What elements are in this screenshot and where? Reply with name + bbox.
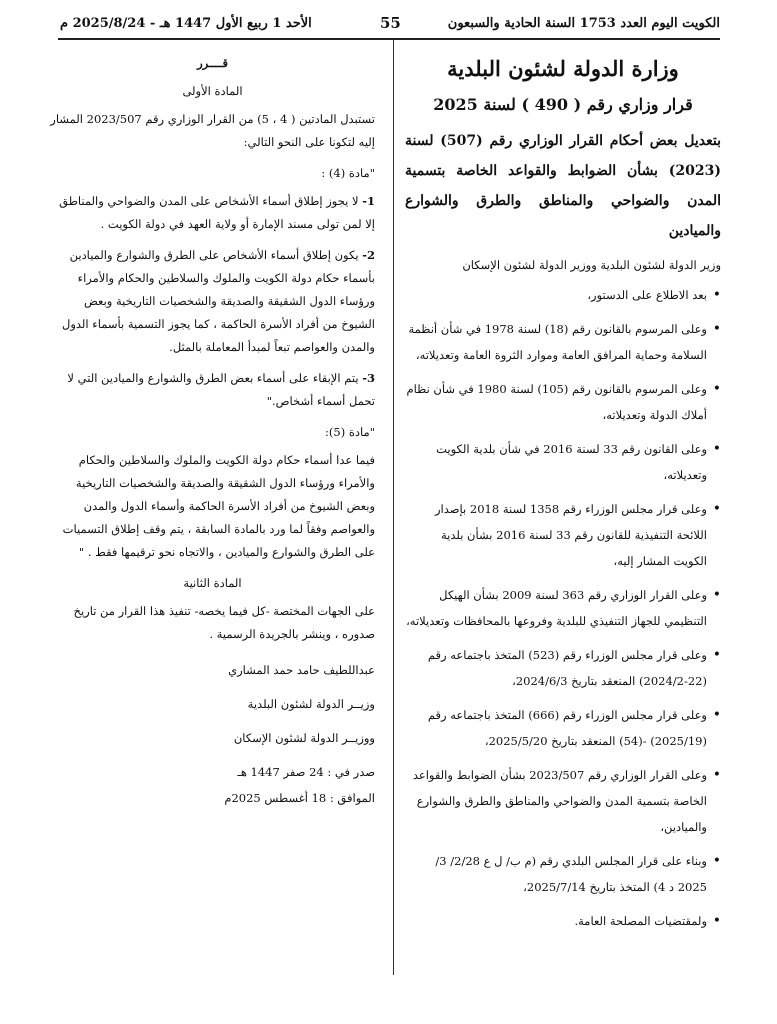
item-number: 1- <box>362 194 375 208</box>
preamble-item: • وعلى قرار مجلس الوزراء رقم (666) المتخذ باجتماعه رقم (2025/19) -(54) المنعقد بتاريخ 2025/5/20، <box>405 702 721 754</box>
article-4-item <box>50 190 375 236</box>
item-number: 3- <box>362 371 375 385</box>
header-rule <box>58 38 720 40</box>
article-5-text: فيما عدا أسماء حكام دولة الكويت والملوك والسلاطين والحكام والأمراء ورؤساء الدول الشقيقة والصديقة والشخصيات التاريخية وبعض الشيوخ من أفراد الأسرة الحاكمة وأسماء الدول والمدن والعواصم وفقاً لما ورد بالمادة السابقة ، يتم وقف إطلاق التسميات على الطرق والشوارع والميادين ، والاتجاه نحو ترقيمها فقط . " <box>62 453 375 559</box>
preamble-item: • وعلى القرار الوزاري رقم 2023/507 بشأن الضوابط والقواعد الخاصة بتسمية المدن والضواحي والمناطق والطرق والشوارع والميادين، <box>405 762 721 840</box>
preamble-item: • وعلى قرار مجلس الوزراء رقم 1358 لسنة 2018 بإصدار اللائحة التنفيذية للقانون رقم 33 لسنة 2016 بشأن بلدية الكويت المشار إليه، <box>405 496 721 574</box>
page-header <box>60 12 720 38</box>
preamble-item: • وعلى قرار مجلس الوزراء رقم (523) المتخذ باجتماعه رقم (22-2024/2) المنعقد بتاريخ 2024/6/3، <box>405 642 721 694</box>
article-2-heading: المادة الثانية <box>183 576 242 590</box>
preamble-item: • ولمقتضيات المصلحة العامة. <box>405 908 721 934</box>
article-1-intro: تستبدل المادتين ( 4 ، 5) من القرار الوزاري رقم 2023/507 المشار إليه لتكونا على النحو التالي: <box>50 112 375 149</box>
preamble-item: • وبناء على قرار المجلس البلدي رقم (م ب/ ل ع 2/28/ 3/ 2025 د 4) المتخذ بتاريخ 2025/7/14، <box>405 848 721 900</box>
ministry-title: وزارة الدولة لشئون البلدية <box>447 56 679 81</box>
article-4-item <box>50 244 375 359</box>
issued-date-gregorian: الموافق : 18 أغسطس 2025م <box>224 791 375 805</box>
article-5-label: "مادة (5): <box>325 425 375 439</box>
right-column <box>405 52 721 942</box>
item-number: 2- <box>362 248 375 262</box>
signatory-title-2: ووزيــر الدولة لشئون الإسكان <box>233 731 375 745</box>
preamble-item: • وعلى القانون رقم 33 لسنة 2016 في شأن بلدية الكويت وتعديلاته، <box>405 436 721 488</box>
issued-date-hijri: صدر في : 24 صفر 1447 هـ <box>237 765 375 779</box>
signatory-name: عبداللطيف حامد حمد المشاري <box>228 663 375 677</box>
signatory-title-1: وزيــر الدولة لشئون البلدية <box>247 697 375 711</box>
item-text: يكون إطلاق أسماء الأشخاص على الطرق والشوارع والميادين بأسماء حكام دولة الكويت والملوك والسلاطين والحكام والأمراء ورؤساء الدول الشقيقة والصديقة والشخصيات التاريخية وبعض الشيوخ من أفراد الأسرة الحاكمة ، كما يجوز التسمية بأسماء الدول والمدن والعواصم تبعاً لمبدأ المعاملة بالمثل. <box>61 248 375 354</box>
decision-title: قرار وزاري رقم ( 490 ) لسنة 2025 <box>433 95 693 114</box>
article-2-text: على الجهات المختصة -كل فيما يخصه- تنفيذ هذا القرار من تاريخ صدوره ، وينشر بالجريدة الرسمية . <box>73 604 375 641</box>
decision-subject: بتعديل بعض أحكام القرار الوزاري رقم (507) لسنة (2023) بشأن الضوابط والقواعد الخاصة بتسمية المدن والضواحي والمناطق والطرق والشوارع والميادين <box>405 133 722 239</box>
issuer-line: وزير الدولة لشئون البلدية ووزير الدولة لشئون الإسكان <box>462 258 721 272</box>
issue-date: الأحد 1 ربيع الأول 1447 هـ - 2025/8/24 م <box>60 16 312 31</box>
article-1-heading: المادة الأولى <box>182 84 243 98</box>
preamble-item: • وعلى المرسوم بالقانون رقم (105) لسنة 1980 في شأن نظام أملاك الدولة وتعديلاته، <box>405 376 721 428</box>
article-4-item <box>50 367 375 413</box>
preamble-list <box>405 282 721 934</box>
decides-heading: قــــرر <box>197 56 228 70</box>
preamble-item: • بعد الاطلاع على الدستور، <box>405 282 721 308</box>
page-number: 55 <box>380 14 401 32</box>
issue-info: الكويت اليوم العدد 1753 السنة الحادية والسبعون <box>447 16 720 31</box>
preamble-item: • وعلى المرسوم بالقانون رقم (18) لسنة 1978 في شأن أنظمة السلامة وحماية المرافق العامة وموارد الثروة العامة وتعديلاته، <box>405 316 721 368</box>
article-4-label: "مادة (4) : <box>321 166 375 180</box>
item-text: لا يجوز إطلاق أسماء الأشخاص على المدن والضواحي والمناطق إلا لمن تولى مسند الإمارة أو ولاية العهد في دولة الكويت . <box>59 194 375 231</box>
item-text: يتم الإبقاء على أسماء بعض الطرق والشوارع والميادين التي لا تحمل أسماء أشخاص." <box>67 371 375 408</box>
column-divider <box>393 40 394 975</box>
preamble-item: • وعلى القرار الوزاري رقم 363 لسنة 2009 بشأن الهيكل التنظيمي للجهاز التنفيذي للبلدية وفروعها بالمحافظات وتعديلاته، <box>405 582 721 634</box>
left-column <box>50 52 375 822</box>
